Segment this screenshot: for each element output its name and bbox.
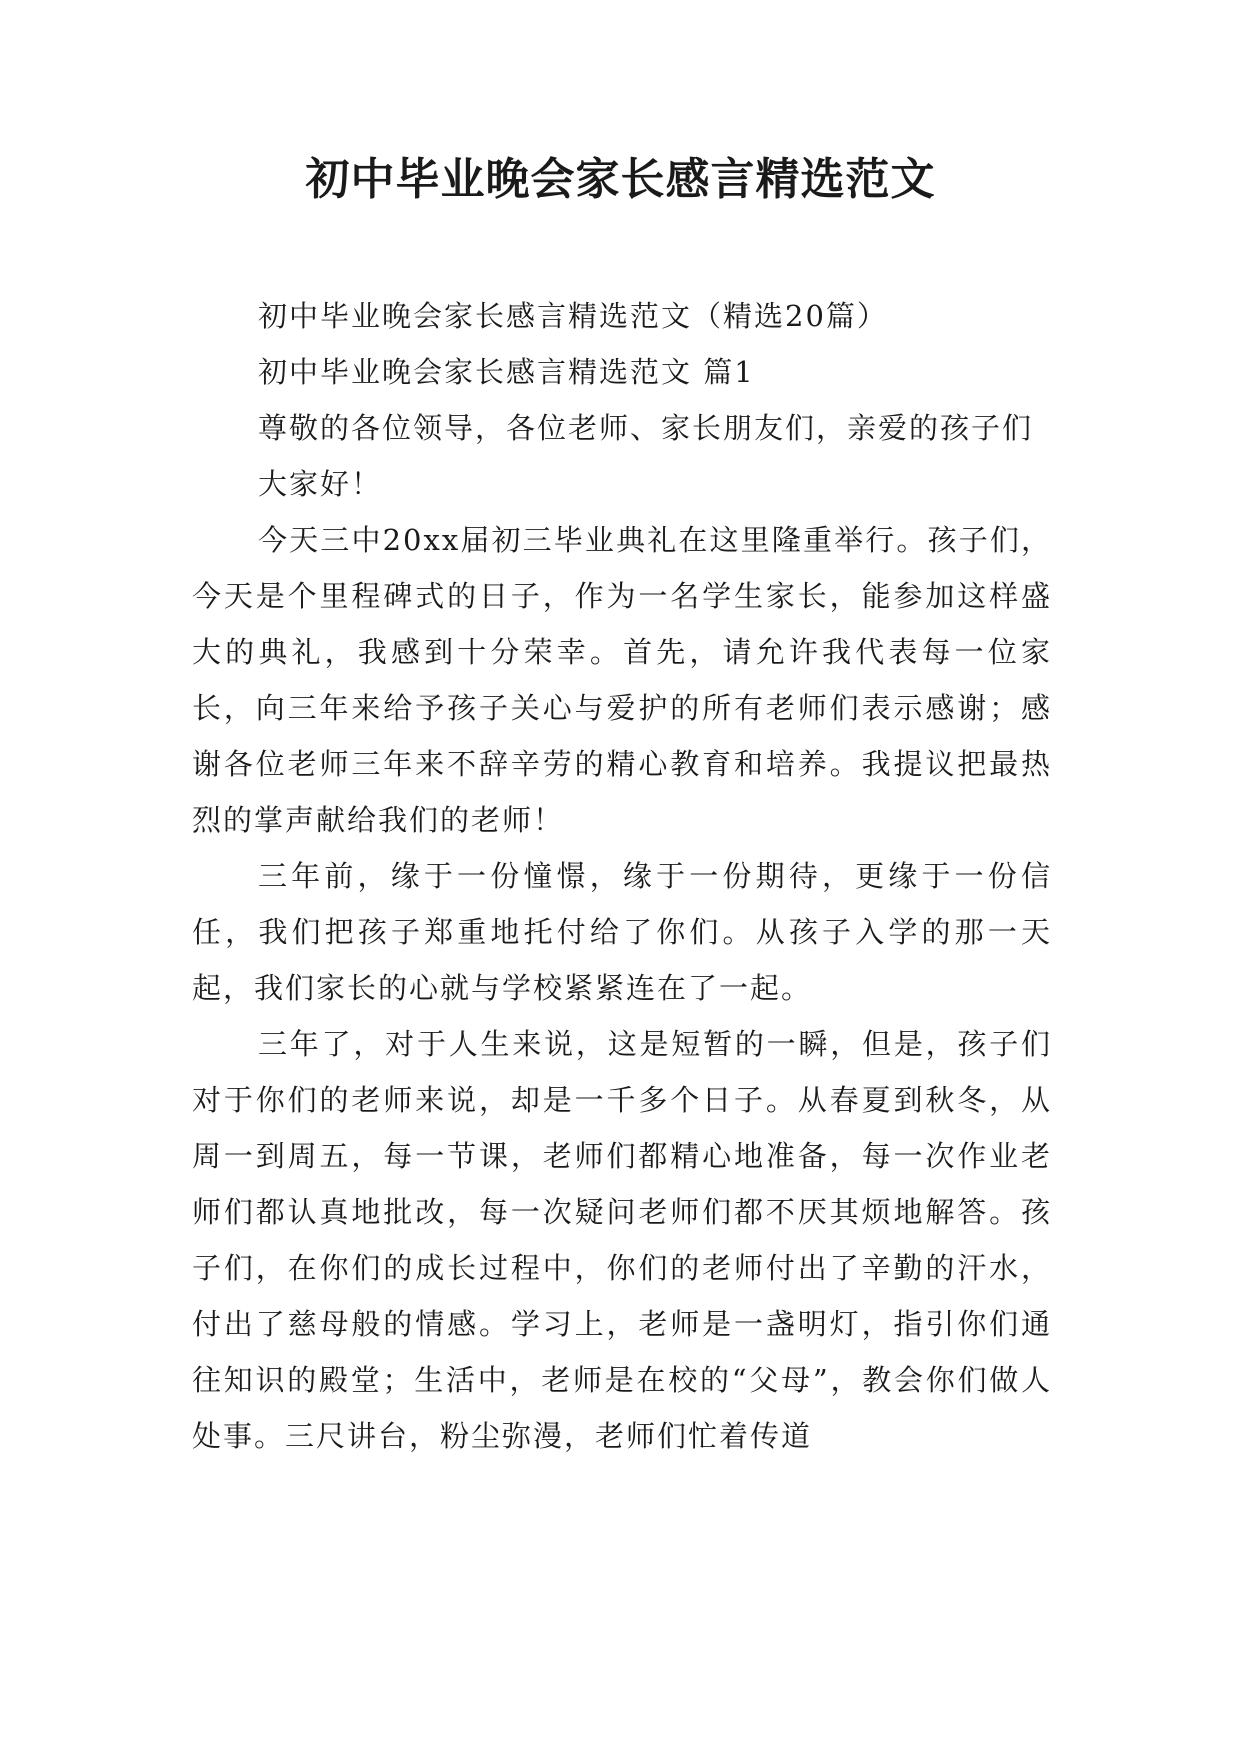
section-heading: 初中毕业晚会家长感言精选范文 篇1 <box>258 355 755 389</box>
body-paragraph: 今天三中20xx届初三毕业典礼在这里隆重举行。孩子们，今天是个里程碑式的日子，作为一名学生家长，能参加这样盛大的典礼，我感到十分荣幸。首先，请允许我代表每一位家长，向三年来给予孩子关心与爱护的所有老师们表示感谢；感谢各位老师三年来不辞辛劳的精心教育和培养。我提议把最热烈的掌声献给我们的老师！ <box>192 523 1052 837</box>
body-paragraph: 三年了，对于人生来说，这是短暂的一瞬，但是，孩子们对于你们的老师来说，却是一千多个日子。从春夏到秋冬，从周一到周五，每一节课，老师们都精心地准备，每一次作业老师们都认真地批改，每一次疑问老师们都不厌其烦地解答。孩子们，在你们的成长过程中，你们的老师付出了辛勤的汗水，付出了慈母般的情感。学习上，老师是一盏明灯，指引你们通往知识的殿堂；生活中，老师是在校的“父母”，教会你们做人处事。三尺讲台，粉尘弥漫，老师们忙着传道 <box>192 1027 1052 1453</box>
document-title: 初中毕业晚会家长感言精选范文 <box>305 154 936 205</box>
body-paragraph: 三年前，缘于一份憧憬，缘于一份期待，更缘于一份信任，我们把孩子郑重地托付给了你们。从孩子入学的那一天起，我们家长的心就与学校紧紧连在了一起。 <box>192 859 1052 1005</box>
greeting-paragraph: 尊敬的各位领导，各位老师、家长朋友们，亲爱的孩子们 <box>258 411 1034 445</box>
document-body <box>192 288 1052 1464</box>
salutation-paragraph: 大家好！ <box>258 467 383 501</box>
subtitle-paragraph: 初中毕业晚会家长感言精选范文（精选20篇） <box>258 299 888 333</box>
